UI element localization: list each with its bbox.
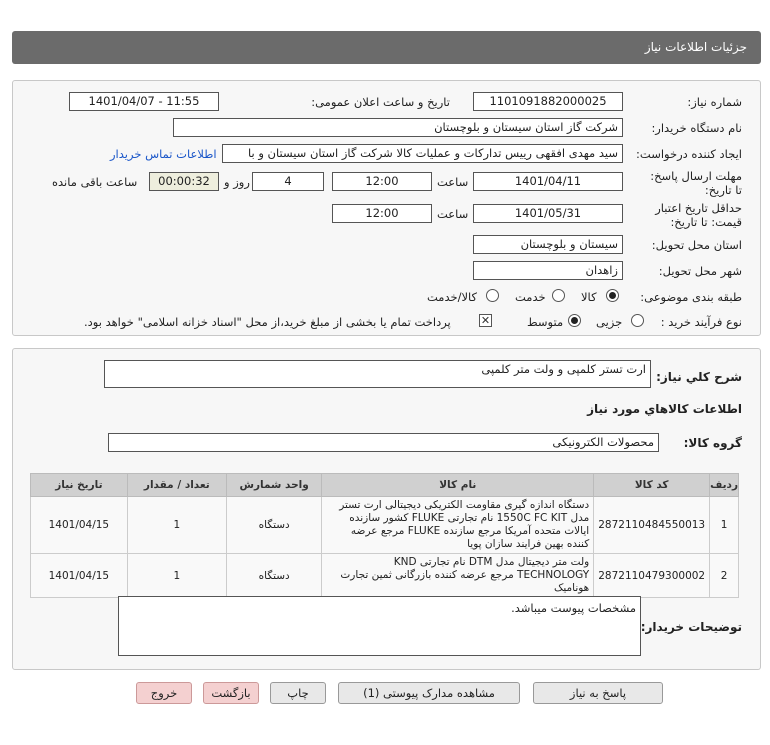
city-label: شهر محل تحویل: <box>658 264 742 278</box>
announce-field: 1401/04/07 - 11:55 <box>69 92 219 111</box>
category-service-radio[interactable] <box>552 289 565 302</box>
table-row <box>31 554 739 598</box>
category-service-label: خدمت <box>515 290 546 304</box>
city-field: زاهدان <box>473 261 623 280</box>
cell-unit: دستگاه <box>226 497 321 554</box>
goods-table <box>30 473 739 598</box>
need-number-label: شماره نیاز: <box>687 95 742 109</box>
category-label: طبقه بندی موضوعی: <box>640 290 742 304</box>
need-number-field: 1101091882000025 <box>473 92 623 111</box>
validity-label: حداقل تاریخ اعتبار قیمت: تا تاریخ: <box>655 201 742 229</box>
goods-group-label: گروه کالا: <box>683 436 742 450</box>
validity-date-field: 1401/05/31 <box>473 204 623 223</box>
col-name: نام کالا <box>322 474 594 497</box>
province-label: استان محل تحویل: <box>651 238 742 252</box>
remaining-time-field: 00:00:32 <box>149 172 219 191</box>
cell-name: ولت متر دیجیتال مدل DTM نام تجارتی KND TECHNOLOGY مرجع عرضه کننده بازرگانی ثمین تجارت هونامیک <box>322 554 594 598</box>
days-field: 4 <box>252 172 324 191</box>
creator-label: ایجاد کننده درخواست: <box>636 147 742 161</box>
reply-button[interactable]: پاسخ به نیاز <box>533 682 663 704</box>
col-date: تاریخ نیاز <box>31 474 128 497</box>
back-button[interactable]: بازگشت <box>203 682 259 704</box>
validity-time-field: 12:00 <box>332 204 432 223</box>
days-label: روز و <box>224 175 250 189</box>
page-header <box>12 31 761 64</box>
view-attachments-button[interactable]: مشاهده مدارک پیوستی (1) <box>338 682 520 704</box>
summary-label: شرح کلي نياز: <box>656 370 742 384</box>
cell-code: 2872110484550013 <box>594 497 710 554</box>
buyer-label: نام دستگاه خریدار: <box>651 121 742 135</box>
deadline-date-field: 1401/04/11 <box>473 172 623 191</box>
treasury-payment-note: پرداخت تمام یا بخشی از مبلغ خرید،از محل "اسناد خزانه اسلامی" خواهد بود. <box>84 315 451 329</box>
page-title: جزئیات اطلاعات نیاز <box>644 40 747 54</box>
contact-buyer-link[interactable]: اطلاعات تماس خریدار <box>110 147 217 161</box>
creator-field: سید مهدی افقهی رییس تدارکات و عملیات کالا شرکت گاز استان سیستان و با <box>222 144 623 163</box>
process-medium-label: متوسط <box>527 315 564 329</box>
cell-date: 1401/04/15 <box>31 554 128 598</box>
col-row: ردیف <box>710 474 739 497</box>
process-label: نوع فرآیند خرید : <box>660 315 742 329</box>
exit-button[interactable]: خروج <box>136 682 192 704</box>
col-code: کد کالا <box>594 474 710 497</box>
goods-info-title: اطلاعات کالاهاي مورد نياز <box>587 402 742 416</box>
table-header-row <box>31 474 739 497</box>
process-minor-radio[interactable] <box>631 314 644 327</box>
category-both-label: کالا/خدمت <box>427 290 478 304</box>
summary-field: ارت تستر کلمپی و ولت متر کلمپی <box>104 360 651 388</box>
announce-label: تاریخ و ساعت اعلان عمومی: <box>311 95 450 109</box>
deadline-label: مهلت ارسال پاسخ: تا تاریخ: <box>650 169 742 197</box>
deadline-time-field: 12:00 <box>332 172 432 191</box>
remaining-label: ساعت باقی مانده <box>52 175 138 189</box>
col-unit: واحد شمارش <box>226 474 321 497</box>
process-medium-radio[interactable] <box>568 314 581 327</box>
category-both-radio[interactable] <box>486 289 499 302</box>
cell-row: 2 <box>710 554 739 598</box>
buyer-notes-field: مشخصات پیوست میباشد. <box>118 596 641 656</box>
category-goods-radio[interactable] <box>606 289 619 302</box>
process-minor-label: جزیی <box>596 315 623 329</box>
cell-unit: دستگاه <box>226 554 321 598</box>
cell-qty: 1 <box>127 554 226 598</box>
cell-qty: 1 <box>127 497 226 554</box>
col-qty: تعداد / مقدار <box>127 474 226 497</box>
province-field: سیستان و بلوچستان <box>473 235 623 254</box>
treasury-payment-checkbox[interactable]: ✕ <box>480 314 491 327</box>
category-goods-label: کالا <box>581 290 597 304</box>
buyer-field: شرکت گاز استان سیستان و بلوچستان <box>173 118 623 137</box>
goods-group-field: محصولات الکترونیکی <box>108 433 659 452</box>
deadline-time-label: ساعت <box>437 175 469 189</box>
buyer-notes-label: توضیحات خریدار: <box>640 620 742 634</box>
table-row <box>31 497 739 554</box>
cell-name: دستگاه اندازه گیری مقاومت الکتریکی دیجیتالی ارت تستر مدل 1550C FC KIT نام تجارتی FLUKE کشور سازنده ایالات متحده آمریکا مرجع سازنده FLUKE مرجع عرضه کننده بهین فرایند سازان پویا <box>322 497 594 554</box>
cell-code: 2872110479300002 <box>594 554 710 598</box>
cell-date: 1401/04/15 <box>31 497 128 554</box>
cell-row: 1 <box>710 497 739 554</box>
validity-time-label: ساعت <box>437 207 469 221</box>
print-button[interactable]: چاپ <box>270 682 326 704</box>
